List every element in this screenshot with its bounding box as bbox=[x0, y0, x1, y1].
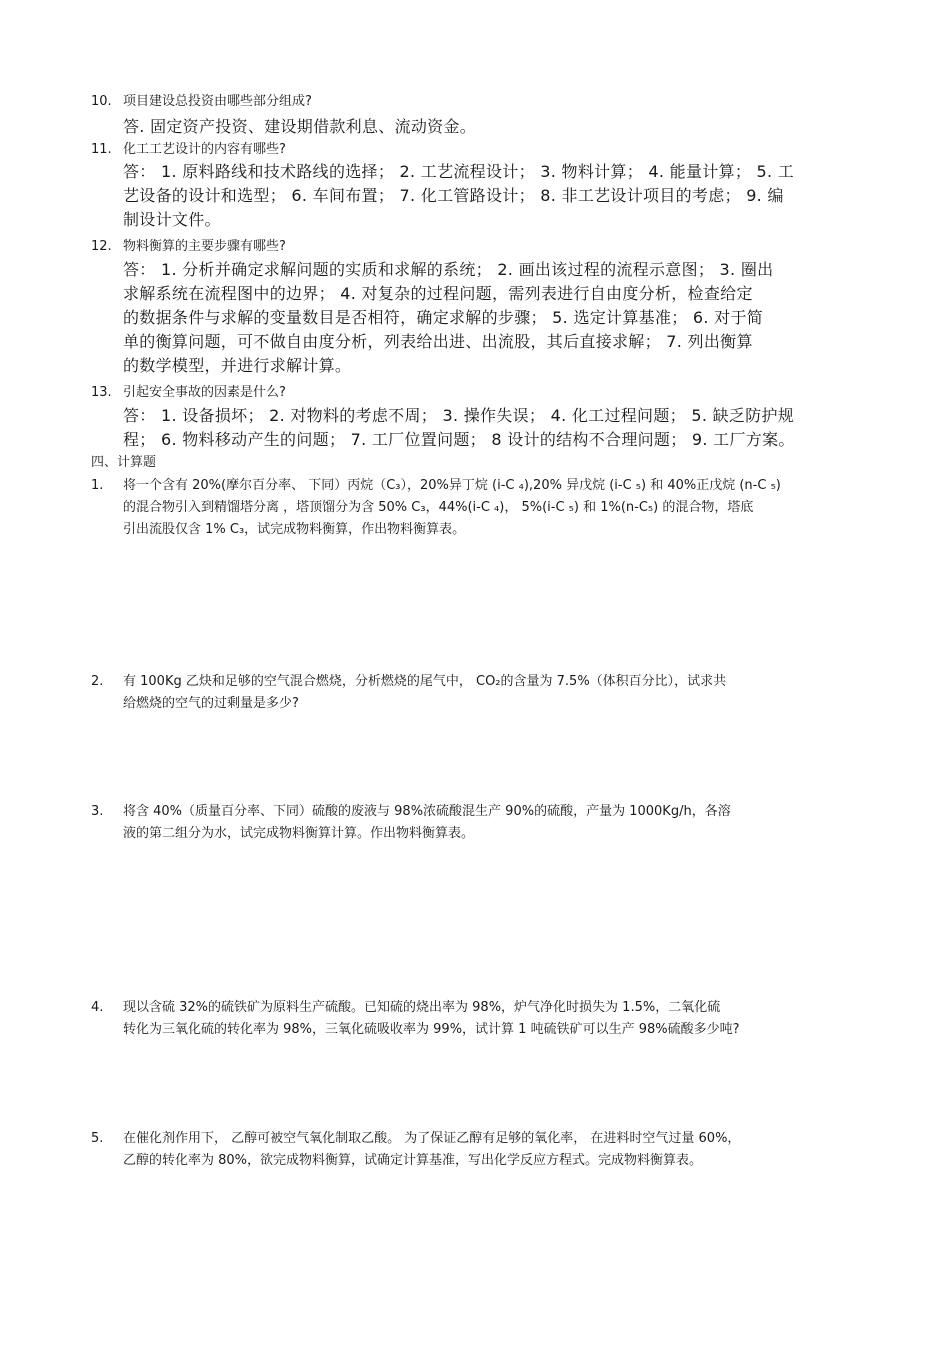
answer-line: 制设计文件。 bbox=[123, 210, 221, 229]
question-text: 项目建设总投资由哪些部分组成? bbox=[123, 94, 312, 109]
problem-line: 乙醇的转化率为 80%，欲完成物料衡算，试确定计算基准，写出化学反应方程式。完成物料衡算表。 bbox=[123, 1153, 703, 1168]
problem-line: 液的第二组分为水，试完成物料衡算计算。作出物料衡算表。 bbox=[123, 826, 475, 841]
calc-problem-2 bbox=[91, 671, 866, 715]
answer-10 bbox=[123, 115, 863, 139]
calc-problem-4 bbox=[91, 997, 866, 1041]
answer-line: 答： 1. 设备损坏； 2. 对物料的考虑不周； 3. 操作失误； 4. 化工过程问题； 5. 缺乏防护规 bbox=[123, 406, 795, 425]
question-13 bbox=[91, 383, 286, 403]
question-number: 12. bbox=[91, 239, 112, 254]
question-text: 物料衡算的主要步骤有哪些? bbox=[123, 239, 286, 254]
problem-number: 2. bbox=[91, 674, 104, 689]
problem-line: 在催化剂作用下， 乙醇可被空气氧化制取乙酸。 为了保证乙醇有足够的氧化率， 在进料时空气过量 60%， bbox=[123, 1131, 741, 1146]
answer-12 bbox=[123, 258, 863, 378]
problem-line: 转化为三氧化硫的转化率为 98%，三氧化硫吸收率为 99%，试计算 1 吨硫铁矿可以生产 98%硫酸多少吨? bbox=[123, 1022, 740, 1037]
question-number: 10. bbox=[91, 94, 112, 109]
problem-line: 的混合物引入到精馏塔分离 ，塔顶馏分为含 50% C₃，44%(i-C ₄)， 5%(i-C ₅) 和 1%(n-C₅) 的混合物，塔底 bbox=[123, 500, 754, 515]
answer-line: 程； 6. 物料移动产生的问题； 7. 工厂位置问题； 8 设计的结构不合理问题； 9. 工厂方案。 bbox=[123, 430, 795, 449]
answer-line: 答： 1. 分析并确定求解问题的实质和求解的系统； 2. 画出该过程的流程示意图； 3. 圈出 bbox=[123, 260, 774, 279]
answer-line: 答. 固定资产投资、建设期借款利息、流动资金。 bbox=[123, 117, 477, 136]
question-11 bbox=[91, 140, 286, 160]
problem-line: 现以含硫 32%的硫铁矿为原料生产硫酸。已知硫的烧出率为 98%，炉气净化时损失为 1.5%，二氧化硫 bbox=[123, 1000, 721, 1015]
problem-number: 1. bbox=[91, 478, 104, 493]
section-heading: 四、计算题 bbox=[91, 455, 157, 470]
problem-line: 有 100Kg 乙炔和足够的空气混合燃烧，分析燃烧的尾气中， CO₂的含量为 7.5%（体积百分比），试求共 bbox=[123, 674, 727, 689]
problem-line: 给燃烧的空气的过剩量是多少? bbox=[123, 696, 299, 711]
answer-line: 求解系统在流程图中的边界； 4. 对复杂的过程问题，需列表进行自由度分析，检查给定 bbox=[123, 284, 753, 303]
problem-number: 4. bbox=[91, 1000, 104, 1015]
problem-line: 引出流股仅含 1% C₃，试完成物料衡算，作出物料衡算表。 bbox=[123, 522, 466, 537]
answer-line: 单的衡算问题，可不做自由度分析，列表给出进、出流股，其后直接求解； 7. 列出衡算 bbox=[123, 332, 753, 351]
answer-line: 艺设备的设计和选型； 6. 车间布置； 7. 化工管路设计； 8. 非工艺设计项目的考虑； 9. 编 bbox=[123, 186, 784, 205]
question-number: 13. bbox=[91, 385, 112, 400]
question-12 bbox=[91, 237, 286, 257]
problem-number: 5. bbox=[91, 1131, 104, 1146]
question-text: 引起安全事故的因素是什么? bbox=[123, 385, 286, 400]
answer-13 bbox=[123, 404, 863, 452]
answer-line: 的数据条件与求解的变量数目是否相符，确定求解的步骤； 5. 选定计算基准； 6. 对于简 bbox=[123, 308, 764, 327]
question-text: 化工工艺设计的内容有哪些? bbox=[123, 142, 286, 157]
question-10 bbox=[91, 92, 312, 112]
problem-line: 将一个含有 20%(摩尔百分率、 下同）丙烷（C₃），20%异丁烷 (i-C ₄),20% 异戊烷 (i-C ₅) 和 40%正戊烷 (n-C ₅) bbox=[123, 478, 781, 493]
calc-problem-5 bbox=[91, 1128, 866, 1172]
answer-11 bbox=[123, 160, 863, 232]
problem-number: 3. bbox=[91, 804, 104, 819]
answer-line: 答： 1. 原料路线和技术路线的选择； 2. 工艺流程设计； 3. 物料计算； 4. 能量计算； 5. 工 bbox=[123, 162, 795, 181]
question-number: 11. bbox=[91, 142, 112, 157]
calc-problem-1 bbox=[91, 475, 866, 541]
problem-line: 将含 40%（质量百分率、下同）硫酸的废液与 98%浓硫酸混生产 90%的硫酸，产量为 1000Kg/h，各溶 bbox=[123, 804, 731, 819]
answer-line: 的数学模型，并进行求解计算。 bbox=[123, 356, 352, 375]
calc-problem-3 bbox=[91, 801, 866, 845]
